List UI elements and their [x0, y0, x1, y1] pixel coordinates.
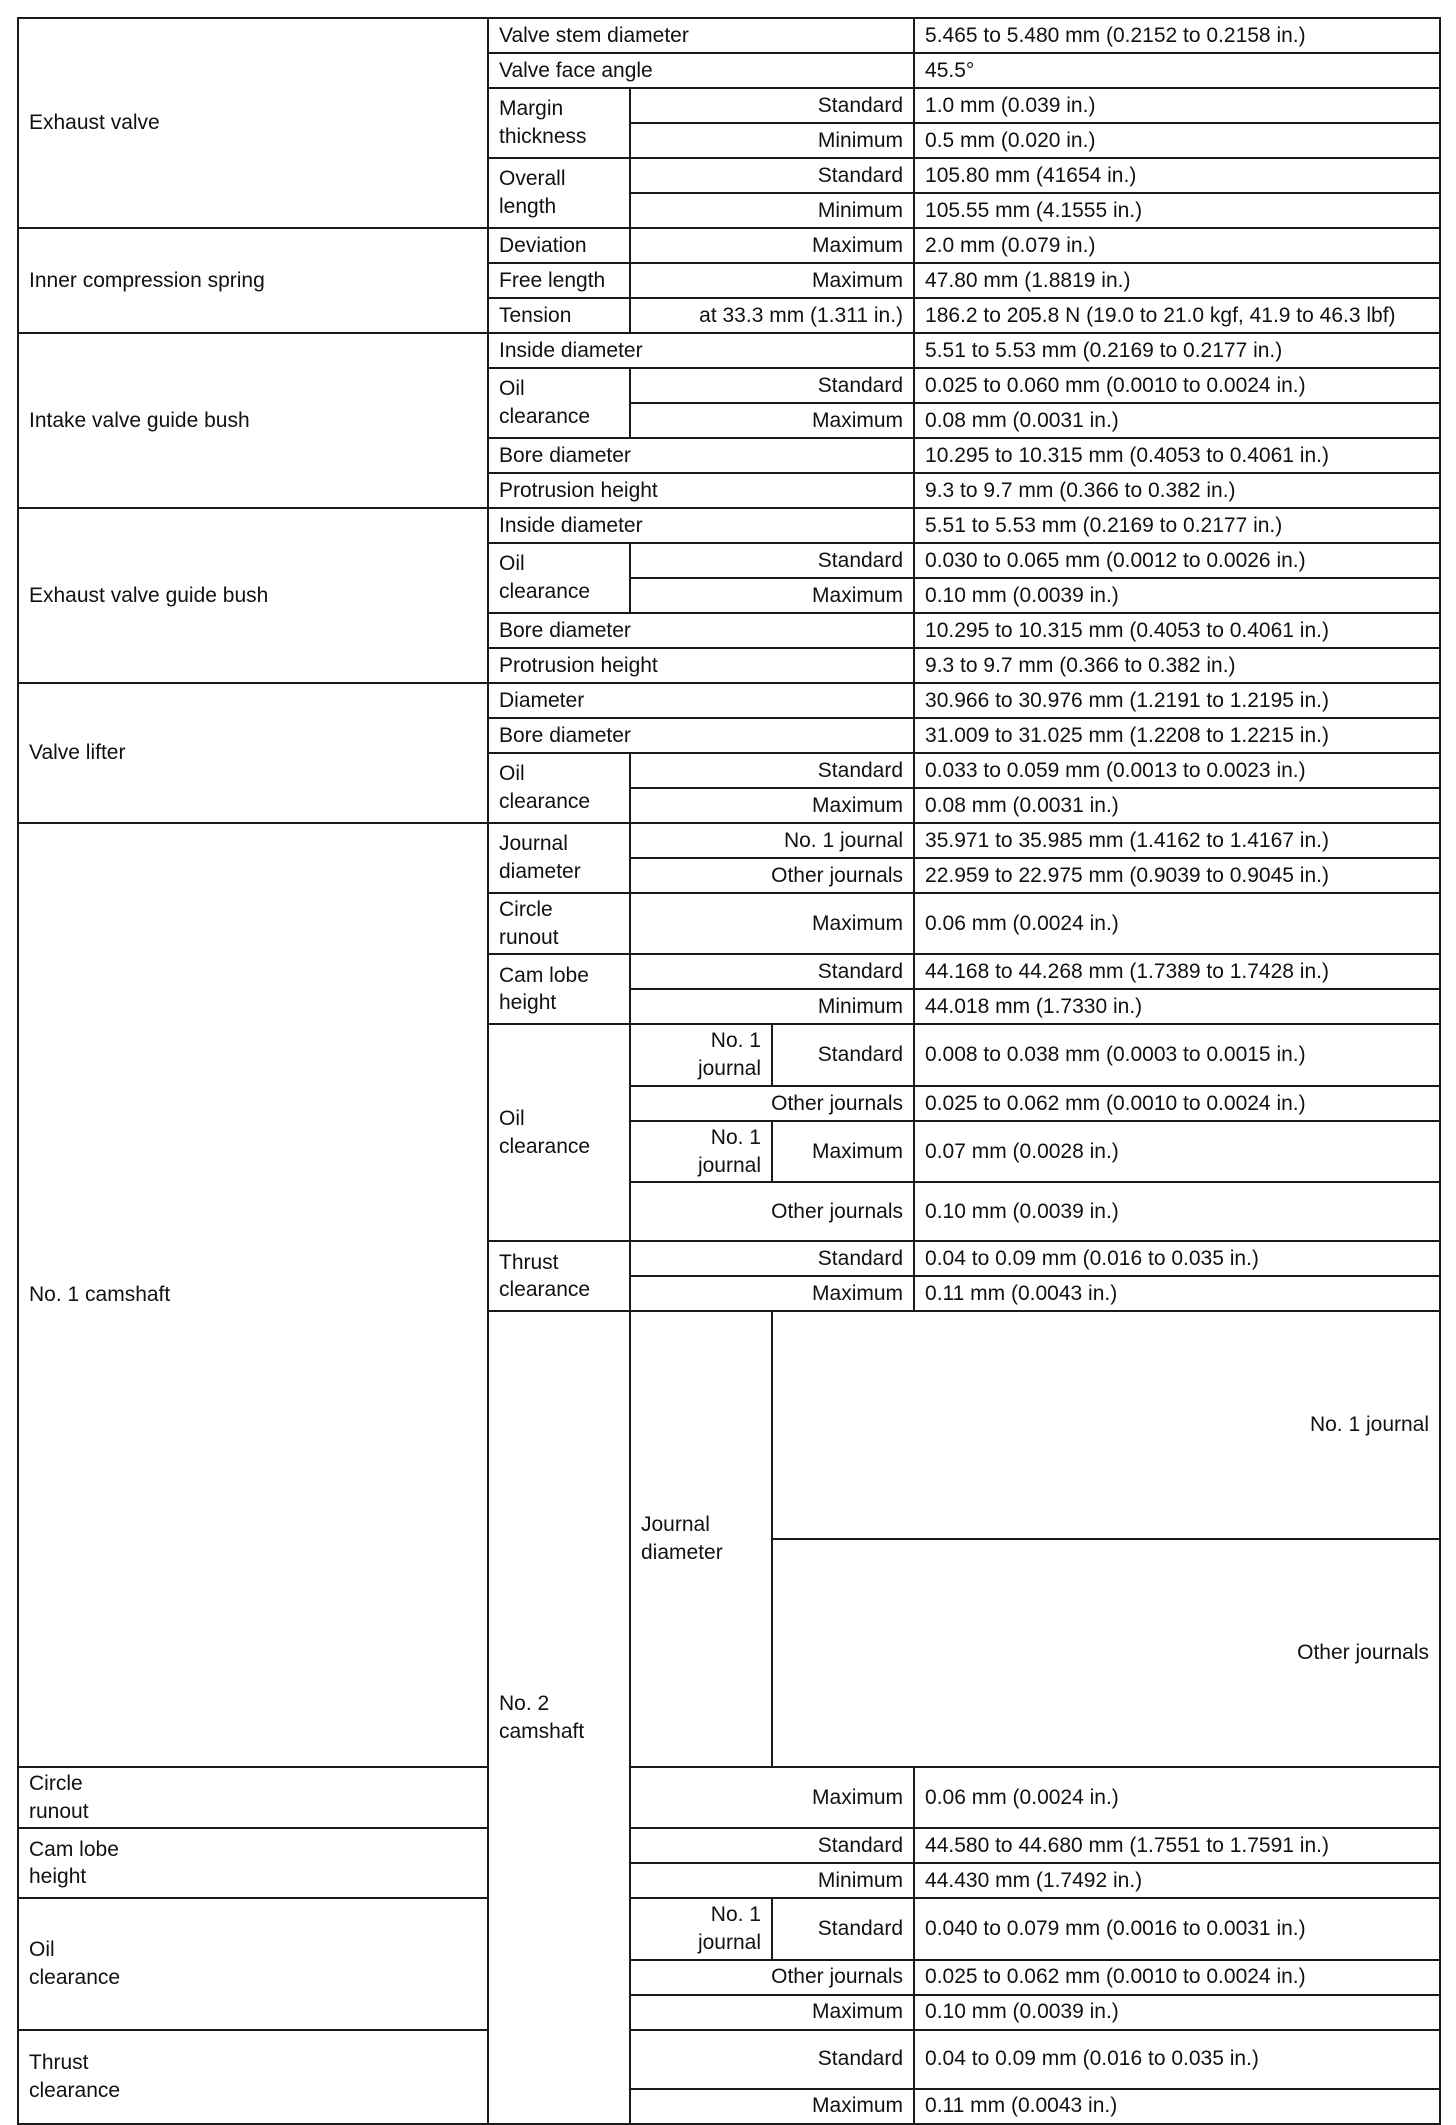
table-cell: No. 1 journal [630, 1121, 772, 1182]
table-cell: 0.08 mm (0.0031 in.) [914, 403, 1440, 438]
table-cell: 0.025 to 0.060 mm (0.0010 to 0.0024 in.) [914, 368, 1440, 403]
table-cell: Protrusion height [488, 473, 914, 508]
table-cell: No. 1 camshaft [18, 823, 488, 1767]
table-cell: 0.11 mm (0.0043 in.) [914, 2089, 1440, 2124]
table-cell: Exhaust valve guide bush [18, 508, 488, 683]
table-cell: No. 1 journal [630, 823, 914, 858]
table-cell: Journal diameter [488, 823, 630, 893]
table-cell: Maximum [630, 1276, 914, 1311]
table-cell: 0.10 mm (0.0039 in.) [914, 1182, 1440, 1241]
table-cell: 0.08 mm (0.0031 in.) [914, 788, 1440, 823]
table-cell: Maximum [630, 893, 914, 954]
table-cell: Standard [630, 158, 914, 193]
table-cell: Minimum [630, 123, 914, 158]
table-cell: Bore diameter [488, 718, 914, 753]
table-cell: Maximum [630, 1767, 914, 1828]
table-cell: 47.80 mm (1.8819 in.) [914, 263, 1440, 298]
table-cell: 31.009 to 31.025 mm (1.2208 to 1.2215 in.) [914, 718, 1440, 753]
table-cell: 9.3 to 9.7 mm (0.366 to 0.382 in.) [914, 473, 1440, 508]
table-cell: 44.430 mm (1.7492 in.) [914, 1863, 1440, 1898]
table-cell: Circle runout [488, 893, 630, 954]
table-row [18, 1898, 1440, 1959]
table-cell: Standard [630, 1241, 914, 1276]
table-cell: Standard [630, 543, 914, 578]
table-cell: Oil clearance [488, 1024, 630, 1241]
table-cell: Other journals [630, 1086, 914, 1121]
table-cell: Valve face angle [488, 53, 914, 88]
table-row [18, 2030, 1440, 2089]
table-cell: 44.580 to 44.680 mm (1.7551 to 1.7591 in.) [914, 1828, 1440, 1863]
table-cell: No. 2 camshaft [488, 1311, 630, 2123]
table-cell: 0.06 mm (0.0024 in.) [914, 893, 1440, 954]
table-cell: No. 1 journal [630, 1898, 772, 1959]
table-cell: Standard [630, 954, 914, 989]
table-cell: Inner compression spring [18, 228, 488, 333]
table-cell: No. 1 journal [630, 1024, 772, 1085]
table-cell: Cam lobe height [18, 1828, 488, 1898]
table-cell: 186.2 to 205.8 N (19.0 to 21.0 kgf, 41.9 to 46.3 lbf) [914, 298, 1440, 333]
table-cell: 10.295 to 10.315 mm (0.4053 to 0.4061 in.) [914, 438, 1440, 473]
table-cell: 30.966 to 30.976 mm (1.2191 to 1.2195 in.) [914, 683, 1440, 718]
table-cell: Minimum [630, 989, 914, 1024]
table-cell: Maximum [630, 228, 914, 263]
table-cell: 0.040 to 0.079 mm (0.0016 to 0.0031 in.) [914, 1898, 1440, 1959]
table-cell: Standard [630, 1828, 914, 1863]
table-cell: Standard [772, 1024, 914, 1085]
table-cell: Protrusion height [488, 648, 914, 683]
table-cell: 5.51 to 5.53 mm (0.2169 to 0.2177 in.) [914, 333, 1440, 368]
table-row [18, 228, 1440, 263]
table-cell: Minimum [630, 193, 914, 228]
table-cell: 0.030 to 0.065 mm (0.0012 to 0.0026 in.) [914, 543, 1440, 578]
table-cell: Maximum [630, 788, 914, 823]
table-cell: 0.07 mm (0.0028 in.) [914, 1121, 1440, 1182]
table-row [18, 1828, 1440, 1863]
table-cell: 0.008 to 0.038 mm (0.0003 to 0.0015 in.) [914, 1024, 1440, 1085]
table-cell: 0.04 to 0.09 mm (0.016 to 0.035 in.) [914, 2030, 1440, 2089]
table-cell: Cam lobe height [488, 954, 630, 1024]
table-cell: Oil clearance [18, 1898, 488, 2029]
table-cell: Standard [772, 1898, 914, 1959]
table-cell: Inside diameter [488, 333, 914, 368]
table-cell: Exhaust valve [18, 18, 488, 228]
table-cell: Maximum [630, 263, 914, 298]
table-cell: 0.10 mm (0.0039 in.) [914, 1995, 1440, 2030]
table-cell: Intake valve guide bush [18, 333, 488, 508]
table-cell: 44.018 mm (1.7330 in.) [914, 989, 1440, 1024]
table-cell: Maximum [630, 2089, 914, 2124]
table-cell: Other journals [630, 858, 914, 893]
table-cell: Maximum [630, 403, 914, 438]
table-cell: 0.04 to 0.09 mm (0.016 to 0.035 in.) [914, 1241, 1440, 1276]
table-cell: Other journals [630, 1182, 914, 1241]
table-row [18, 823, 1440, 858]
table-cell: 0.025 to 0.062 mm (0.0010 to 0.0024 in.) [914, 1086, 1440, 1121]
table-cell: 105.80 mm (41654 in.) [914, 158, 1440, 193]
table-cell: Overall length [488, 158, 630, 228]
table-cell: Circle runout [18, 1767, 488, 1828]
table-cell: 0.025 to 0.062 mm (0.0010 to 0.0024 in.) [914, 1960, 1440, 1995]
table-cell: Journal diameter [630, 1311, 772, 1767]
table-cell: No. 1 journal [772, 1311, 1440, 1539]
table-cell: Standard [630, 368, 914, 403]
table-cell: Free length [488, 263, 630, 298]
table-row [18, 508, 1440, 543]
table-cell: 22.959 to 22.975 mm (0.9039 to 0.9045 in.) [914, 858, 1440, 893]
table-cell: 0.11 mm (0.0043 in.) [914, 1276, 1440, 1311]
table-cell: 44.168 to 44.268 mm (1.7389 to 1.7428 in.) [914, 954, 1440, 989]
table-cell: Valve lifter [18, 683, 488, 823]
table-cell: Thrust clearance [488, 1241, 630, 1311]
table-cell: 5.51 to 5.53 mm (0.2169 to 0.2177 in.) [914, 508, 1440, 543]
table-cell: 0.06 mm (0.0024 in.) [914, 1767, 1440, 1828]
table-row [18, 1767, 1440, 1828]
table-cell: Inside diameter [488, 508, 914, 543]
table-cell: 2.0 mm (0.079 in.) [914, 228, 1440, 263]
table-cell: 0.033 to 0.059 mm (0.0013 to 0.0023 in.) [914, 753, 1440, 788]
table-cell: 9.3 to 9.7 mm (0.366 to 0.382 in.) [914, 648, 1440, 683]
table-cell: Valve stem diameter [488, 18, 914, 53]
table-cell: Deviation [488, 228, 630, 263]
table-cell: Oil clearance [488, 753, 630, 823]
table-cell: Bore diameter [488, 613, 914, 648]
table-cell: Maximum [772, 1121, 914, 1182]
table-cell: 5.465 to 5.480 mm (0.2152 to 0.2158 in.) [914, 18, 1440, 53]
table-cell: Standard [630, 2030, 914, 2089]
table-cell: Maximum [630, 1995, 914, 2030]
specification-table [17, 17, 1441, 2125]
table-cell: Oil clearance [488, 543, 630, 613]
table-cell: Maximum [630, 578, 914, 613]
table-cell: 35.971 to 35.985 mm (1.4162 to 1.4167 in.) [914, 823, 1440, 858]
table-cell: Oil clearance [488, 368, 630, 438]
table-cell: Other journals [630, 1960, 914, 1995]
table-cell: Bore diameter [488, 438, 914, 473]
table-row [18, 683, 1440, 718]
table-cell: Standard [630, 88, 914, 123]
table-cell: 45.5° [914, 53, 1440, 88]
table-cell: 0.5 mm (0.020 in.) [914, 123, 1440, 158]
table-cell: Other journals [772, 1539, 1440, 1767]
table-cell: 105.55 mm (4.1555 in.) [914, 193, 1440, 228]
table-cell: 0.10 mm (0.0039 in.) [914, 578, 1440, 613]
specification-table-body [18, 18, 1440, 2124]
table-cell: Margin thickness [488, 88, 630, 158]
table-cell: Minimum [630, 1863, 914, 1898]
table-cell: 1.0 mm (0.039 in.) [914, 88, 1440, 123]
table-row [18, 18, 1440, 53]
table-cell: 10.295 to 10.315 mm (0.4053 to 0.4061 in.) [914, 613, 1440, 648]
table-row [18, 333, 1440, 368]
table-cell: Tension [488, 298, 630, 333]
table-cell: Thrust clearance [18, 2030, 488, 2124]
table-cell: Diameter [488, 683, 914, 718]
table-cell: Standard [630, 753, 914, 788]
table-cell: at 33.3 mm (1.311 in.) [630, 298, 914, 333]
